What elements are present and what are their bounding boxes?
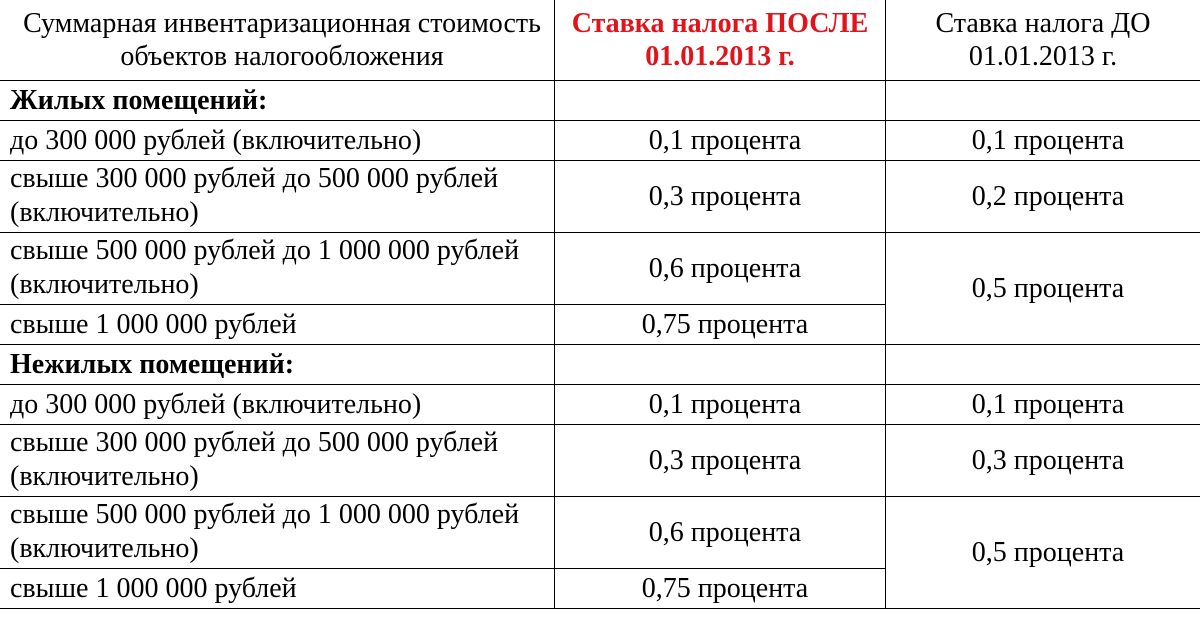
section-title-nonresidential: Нежилых помещений: — [0, 344, 555, 384]
value-range: свыше 300 000 рублей до 500 000 рублей (включительно) — [0, 424, 555, 496]
value-range: свыше 500 000 рублей до 1 000 000 рублей (включительно) — [0, 496, 555, 568]
table-row — [0, 232, 1200, 304]
rate-after: 0,1 процента — [555, 120, 886, 160]
empty-cell — [555, 344, 886, 384]
section-row-residential — [0, 80, 1200, 120]
table-row — [0, 496, 1200, 568]
header-inventory-value: Суммарная инвентаризационная стоимость объектов налогообложения — [0, 0, 555, 80]
table-row — [0, 384, 1200, 424]
header-rate-before-2013: Ставка налога ДО 01.01.2013 г. — [886, 0, 1200, 80]
value-range: свыше 1 000 000 рублей — [0, 568, 555, 608]
empty-cell — [886, 80, 1200, 120]
empty-cell — [555, 80, 886, 120]
value-range: свыше 300 000 рублей до 500 000 рублей (включительно) — [0, 160, 555, 232]
rate-before-merged: 0,5 процента — [886, 232, 1200, 344]
rate-after: 0,3 процента — [555, 424, 886, 496]
value-range: свыше 1 000 000 рублей — [0, 304, 555, 344]
rate-after: 0,75 процента — [555, 568, 886, 608]
table-row — [0, 424, 1200, 496]
value-range: свыше 500 000 рублей до 1 000 000 рублей (включительно) — [0, 232, 555, 304]
section-row-nonresidential — [0, 344, 1200, 384]
table-row — [0, 160, 1200, 232]
value-range: до 300 000 рублей (включительно) — [0, 384, 555, 424]
table-row — [0, 120, 1200, 160]
table-header-row — [0, 0, 1200, 80]
section-title-residential: Жилых помещений: — [0, 80, 555, 120]
header-rate-after-2013: Ставка налога ПОСЛЕ 01.01.2013 г. — [555, 0, 886, 80]
rate-before: 0,3 процента — [886, 424, 1200, 496]
rate-after: 0,6 процента — [555, 232, 886, 304]
rate-after: 0,6 процента — [555, 496, 886, 568]
rate-after: 0,75 процента — [555, 304, 886, 344]
value-range: до 300 000 рублей (включительно) — [0, 120, 555, 160]
rate-after: 0,3 процента — [555, 160, 886, 232]
rate-before: 0,2 процента — [886, 160, 1200, 232]
empty-cell — [886, 344, 1200, 384]
rate-after: 0,1 процента — [555, 384, 886, 424]
rate-before: 0,1 процента — [886, 120, 1200, 160]
rate-before: 0,1 процента — [886, 384, 1200, 424]
rate-before-merged: 0,5 процента — [886, 496, 1200, 608]
